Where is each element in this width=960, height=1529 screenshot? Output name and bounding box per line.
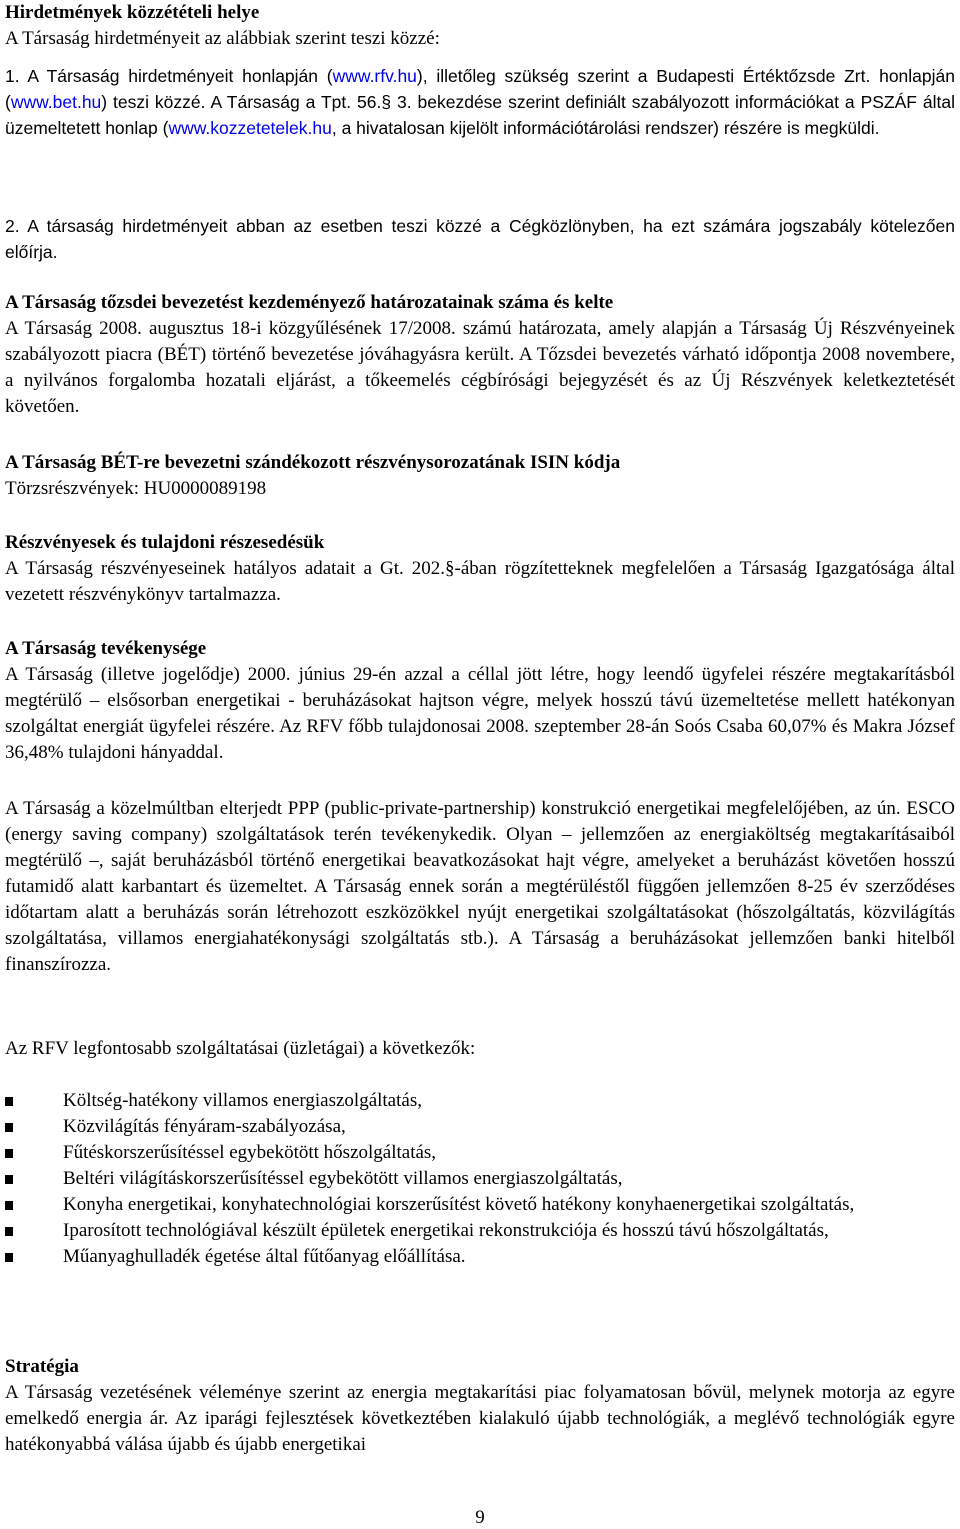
services-list bbox=[5, 1088, 955, 1270]
link-bet[interactable]: www.bet.hu bbox=[10, 92, 102, 112]
section-listing-resolutions bbox=[5, 290, 955, 420]
list-item bbox=[5, 1218, 955, 1244]
list-item bbox=[5, 1244, 955, 1270]
text-segment: 1. A Társaság hirdetményeit honlapján ( bbox=[5, 66, 333, 86]
bullet-square-icon bbox=[5, 1149, 13, 1158]
text-segment: , a hivatalosan kijelölt információtárolási rendszer) részére is megküldi. bbox=[331, 118, 880, 138]
section-title: A Társaság BÉT-re bevezetni szándékozott részvénysorozatának ISIN kódja bbox=[5, 452, 621, 473]
link-rfv[interactable]: www.rfv.hu bbox=[332, 66, 417, 86]
list-item bbox=[5, 1114, 955, 1140]
section-intro: A Társaság hirdetményeit az alábbiak szerint teszi közzé: bbox=[5, 28, 440, 49]
section-title: Részvényesek és tulajdoni részesedésük bbox=[5, 532, 325, 553]
section-title: Stratégia bbox=[5, 1356, 79, 1377]
list-item-text: Műanyaghulladék égetése által fűtőanyag előállítása. bbox=[63, 1246, 466, 1267]
bullet-square-icon bbox=[5, 1175, 13, 1184]
bullet-square-icon bbox=[5, 1123, 13, 1132]
paragraph bbox=[5, 63, 955, 141]
list-item-text: Közvilágítás fényáram-szabályozása, bbox=[63, 1116, 346, 1137]
section-isin bbox=[5, 450, 955, 502]
section-shareholders bbox=[5, 530, 955, 608]
paragraph: A Társaság a közelmúltban elterjedt PPP (public-private-partnership) konstrukció energetikai megfelelőjében, az ún. ESCO (energy saving company) szolgáltatások terén tevékenykedik. Olyan – jellemzően az energiaköltség megtakarításaiból megtérülő –, saját beruházásból történő energetikai beavatkozásokat hajt végre, amelyeket a beruházást követően hosszú futamidő alatt karbantart és üzemeltet. A Társaság ennek során a megtérüléstől függően jellemzően 8-25 év szerződéses időtartam alatt a beruházás során létrehozott eszközökkel nyújt energetikai szolgáltatásokat (hőszolgáltatás, közvilágítás szolgáltatása, villamos energiahatékonysági szolgáltatás stb.). A Társaság a beruházásokat jellemzően banki hitelből finanszírozza. bbox=[5, 798, 955, 975]
list-item bbox=[5, 1140, 955, 1166]
activity-paragraph-3 bbox=[5, 1036, 955, 1062]
section-strategy bbox=[5, 1354, 955, 1458]
publication-item-2 bbox=[5, 213, 955, 265]
paragraph: Törzsrészvények: HU0000089198 bbox=[5, 478, 267, 499]
text-segment: ) teszi közzé. A Társaság a Tpt. 56.§ 3. bekezdése szerint definiált szabályozott információkat a PSZÁF által üzemeltetett honlap ( bbox=[5, 92, 955, 138]
section-title: Hirdetmények közzétételi helye bbox=[5, 2, 260, 23]
bullet-square-icon bbox=[5, 1097, 13, 1106]
activity-paragraph-2 bbox=[5, 796, 955, 978]
paragraph: Az RFV legfontosabb szolgáltatásai (üzletágai) a következők: bbox=[5, 1038, 476, 1059]
section-title: A Társaság tevékenysége bbox=[5, 638, 207, 659]
section-activity bbox=[5, 636, 955, 766]
list-item-text: Iparosított technológiával készült épületek energetikai rekonstrukciója és hosszú távú hőszolgáltatás, bbox=[63, 1220, 829, 1241]
section-publication-place bbox=[5, 0, 955, 52]
paragraph: A Társaság részvényeseinek hatályos adatait a Gt. 202.§-ában rögzítetteknek megfelelően a Társaság Igazgatósága által vezetett részvénykönyv tartalmazza. bbox=[5, 558, 955, 605]
paragraph: A Társaság 2008. augusztus 18-i közgyűlésének 17/2008. számú határozata, amely alapján a Társaság Új Részvényeinek szabályozott piacra (BÉT) történő bevezetése jóváhagyásra került. A Tőzsdei bevezetés várható időpontja 2008 novembere, a nyilvános forgalomba hozatali eljárást, a tőkeemelés cégbírósági bejegyzését és az Új Részvények keletkeztetését követően. bbox=[5, 318, 955, 417]
paragraph: A Társaság vezetésének véleménye szerint az energia megtakarítási piac folyamatosan bővül, melynek motorja az egyre emelkedő energia ár. Az iparági fejlesztések következtében kialakuló újabb technológiák, a meglévő technológiák egyre hatékonyabbá válása újabb és újabb energetikai bbox=[5, 1382, 955, 1455]
list-item-text: Beltéri világításkorszerűsítéssel egybekötött villamos energiaszolgáltatás, bbox=[63, 1168, 623, 1189]
text-segment: ), illetőleg szükség szerint a Budapesti Értéktőzsde Zrt. honlapján ( bbox=[5, 66, 955, 112]
list-item bbox=[5, 1192, 955, 1218]
list-item-text: Költség-hatékony villamos energiaszolgáltatás, bbox=[63, 1090, 422, 1111]
list-item-text: Fűtéskorszerűsítéssel egybekötött hőszolgáltatás, bbox=[63, 1142, 437, 1163]
link-kozzetetelek[interactable]: www.kozzetetelek.hu bbox=[168, 118, 332, 138]
list-item-text: Konyha energetikai, konyhatechnológiai korszerűsítést követő hatékony konyhaenergetikai szolgáltatás, bbox=[63, 1194, 855, 1215]
paragraph: A Társaság (illetve jogelődje) 2000. június 29-én azzal a céllal jött létre, hogy leendő ügyfelei részére megtakarításból megtérülő – elsősorban energetikai - beruházásokat hajtson végre, melyek hosszú távú üzemeltetése mellett hatékonyan szolgáltat energiát ügyfelei részére. Az RFV főbb tulajdonosai 2008. szeptember 28-án Soós Csaba 60,07% és Makra József 36,48% tulajdoni hányaddal. bbox=[5, 664, 955, 763]
bullet-square-icon bbox=[5, 1201, 13, 1210]
section-title: A Társaság tőzsdei bevezetést kezdeményező határozatainak száma és kelte bbox=[5, 292, 614, 313]
list-item bbox=[5, 1166, 955, 1192]
publication-item-1 bbox=[5, 63, 955, 141]
paragraph: 2. A társaság hirdetményeit abban az esetben teszi közzé a Cégközlönyben, ha ezt számára jogszabály kötelezően előírja. bbox=[5, 216, 955, 262]
list-item bbox=[5, 1088, 955, 1114]
bullet-square-icon bbox=[5, 1227, 13, 1236]
bullet-square-icon bbox=[5, 1253, 13, 1262]
page-number: 9 bbox=[475, 1507, 485, 1528]
